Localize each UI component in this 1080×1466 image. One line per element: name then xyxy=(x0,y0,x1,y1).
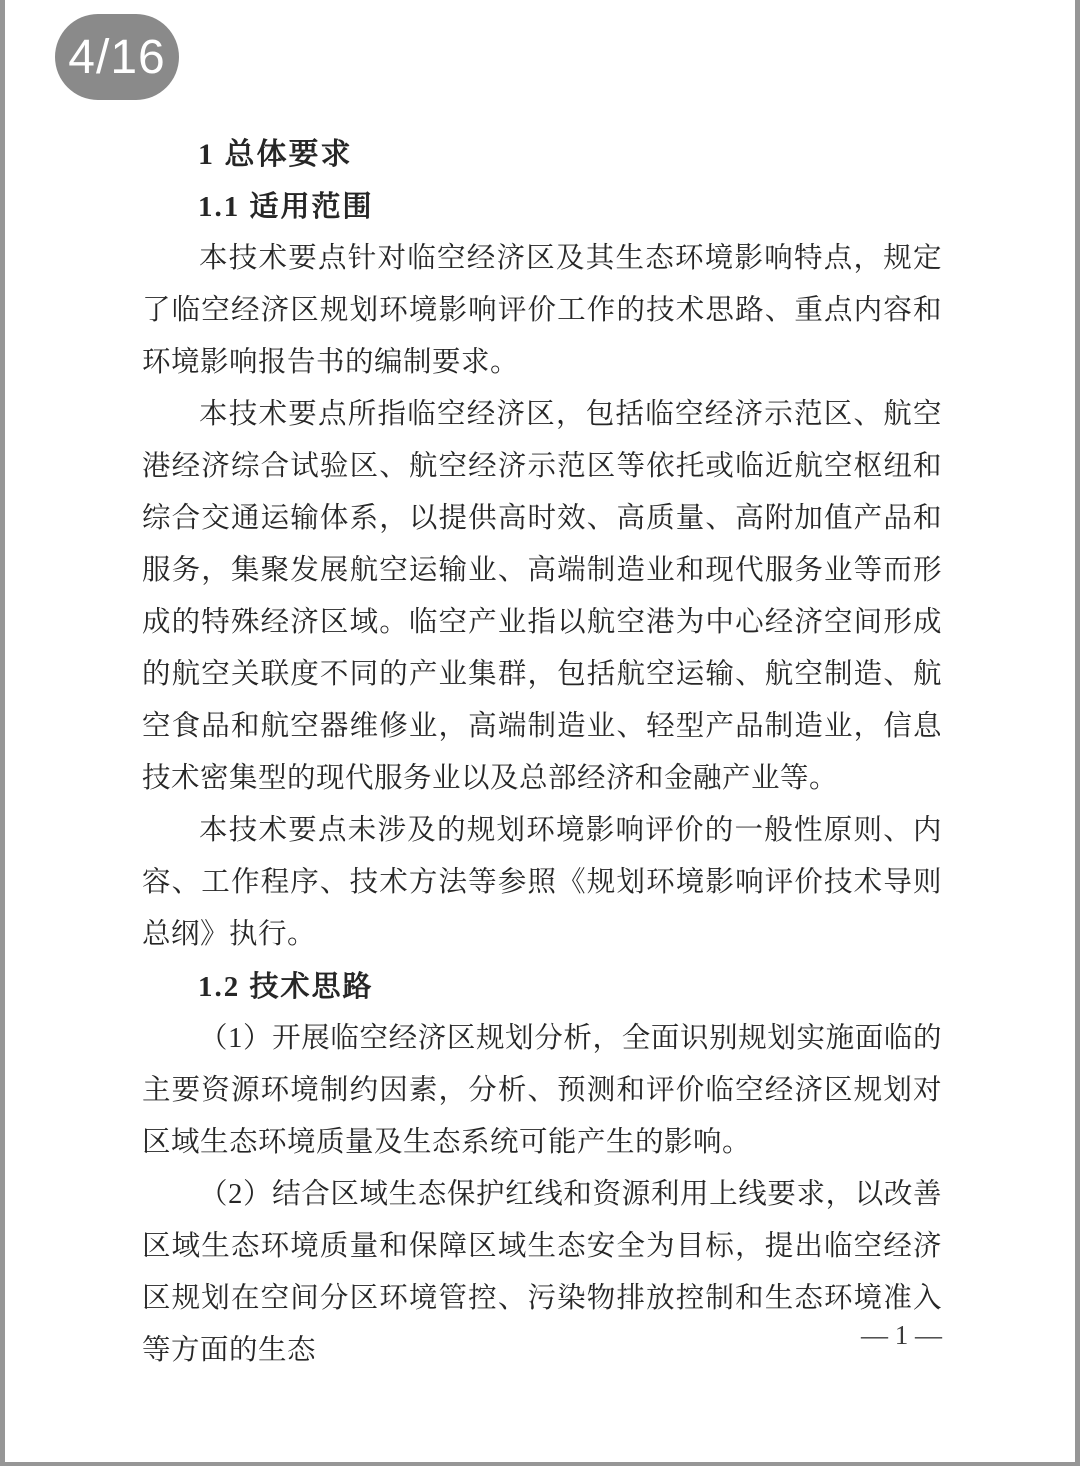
page-number-footer: — 1 — xyxy=(861,1320,942,1350)
heading-technical-approach: 1.2 技术思路 xyxy=(198,971,374,1003)
page-indicator-badge: 4/16 xyxy=(55,14,179,100)
viewer-left-edge xyxy=(0,0,5,1466)
paragraph-approach-item-1: （1）开展临空经济区规划分析，全面识别规划实施面临的主要资源环境制约因素，分析、预测和评价临空经济区规划对区域生态环境质量及生态系统可能产生的影响。 xyxy=(142,1023,942,1158)
viewer-right-edge xyxy=(1075,0,1080,1466)
paragraph-approach-item-2: （2）结合区域生态保护红线和资源利用上线要求，以改善区域生态环境质量和保障区域生态安全为目标，提出临空经济区规划在空间分区环境管控、污染物排放控制和生态环境准入等方面的生态 xyxy=(142,1179,942,1366)
heading-scope-of-application: 1.1 适用范围 xyxy=(198,191,374,223)
paragraph-reference-guideline: 本技术要点未涉及的规划环境影响评价的一般性原则、内容、工作程序、技术方法等参照《规划环境影响评价技术导则 总纲》执行。 xyxy=(142,815,942,950)
heading-overall-requirements: 1 总体要求 xyxy=(198,138,353,171)
paragraph-zone-definition: 本技术要点所指临空经济区，包括临空经济示范区、航空港经济综合试验区、航空经济示范区等依托或临近航空枢纽和综合交通运输体系，以提供高时效、高质量、高附加值产品和服务，集聚发展航空运输业、高端制造业和现代服务业等而形成的特殊经济区域。临空产业指以航空港为中心经济空间形成的航空关联度不同的产业集群，包括航空运输、航空制造、航空食品和航空器维修业，高端制造业、轻型产品制造业，信息技术密集型的现代服务业以及总部经济和金融产业等。 xyxy=(142,399,942,794)
viewer-bottom-edge xyxy=(0,1462,1080,1466)
paragraph-scope-intro: 本技术要点针对临空经济区及其生态环境影响特点，规定了临空经济区规划环境影响评价工作的技术思路、重点内容和环境影响报告书的编制要求。 xyxy=(142,243,942,378)
document-content xyxy=(142,129,942,1377)
